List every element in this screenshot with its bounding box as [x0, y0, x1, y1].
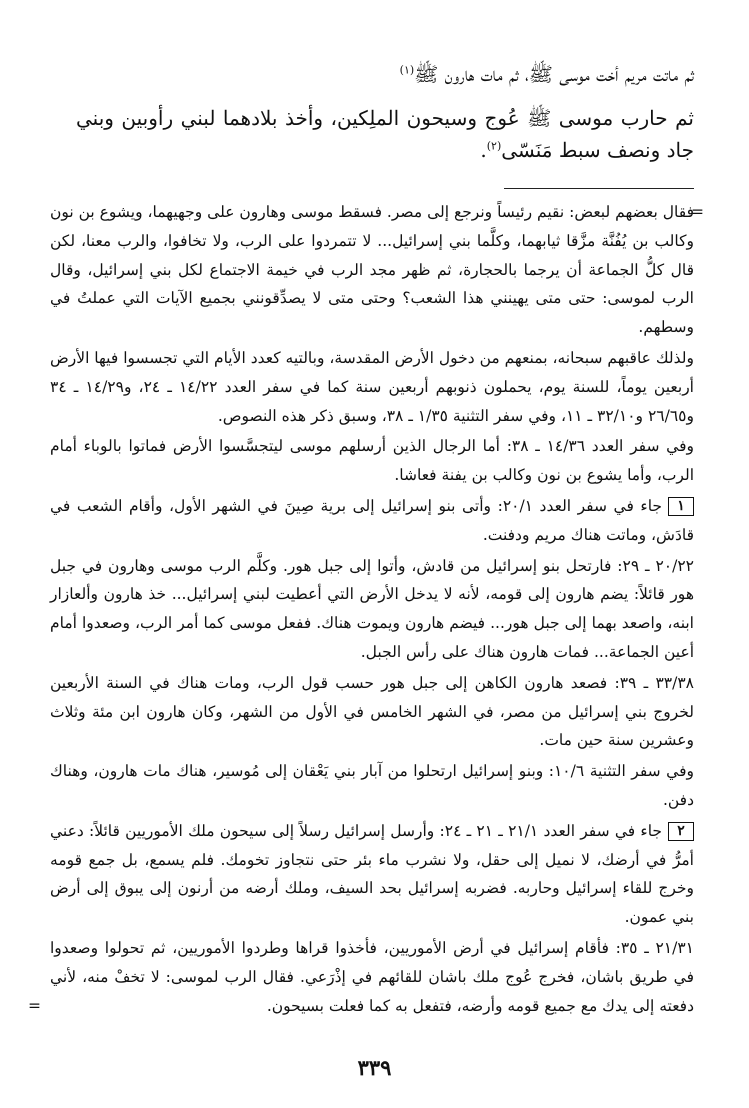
main-paragraph-2-end: . — [480, 138, 487, 162]
footnote-1-deuteronomy: وفي سفر التثنية ١٠/٦: وبنو إسرائيل ارتحلوا من آبار بني يَعْقان إلى مُوسير، هناك مات هارون، وهناك دفن. — [50, 762, 694, 809]
main-paragraph-2 — [76, 102, 694, 166]
main-text — [76, 58, 694, 166]
footnote-number-2: ٢ — [668, 822, 694, 841]
footnote-ref-2: (٢) — [486, 139, 502, 153]
footnote-2 — [50, 817, 694, 932]
footnote-2-og — [28, 934, 694, 1020]
main-paragraph-1-text: ثم ماتت مريم أخت موسى ﷺ، ثم مات هارون ﷺ — [414, 62, 694, 86]
footnote-1-text: جاء في سفر العدد ٢٠/١: وأتى بنو إسرائيل إلى برية صِينَ في الشهر الأول، وأقام الشعب في قادَش، وماتت هناك مريم ودفنت. — [50, 496, 694, 544]
footnote-punishment: ولذلك عاقبهم سبحانه، بمنعهم من دخول الأرض المقدسة، وبالتيه كعدد الأيام التي تجسسوا فيها الأرض أربعين يوماً، للسنة يوم، يحملون ذنوبهم أربعين سنة كما في سفر العدد ١٤/٢٢ ـ ٢٤، و١٤/٢٩ ـ ٣٤ و٢٦/٦٥ و٣٢/١٠ ـ ١١، وفي سفر التثنية ١/٣٥ ـ ٣٨، وسبق ذكر هذه النصوص. — [50, 348, 694, 425]
footnote-spies: وفي سفر العدد ١٤/٣٦ ـ ٣٨: أما الرجال الذين أرسلهم موسى ليتجسَّسوا الأرض فماتوا بالوباء أمام الرب، وأما يشوع بن نون وكالب بن يفنة فعاشا. — [50, 437, 694, 485]
footnote-1 — [50, 492, 694, 550]
footnote-1-priest: ٣٣/٣٨ ـ ٣٩: فصعد هارون الكاهن إلى جبل هور حسب قول الرب، ومات هناك في السنة الأربعين لخروج بني إسرائيل من مصر، في الشهر الخامس في الأول من الشهر، وكان هارون ابن مئة وثلاث وعشرين سنة حين مات. — [50, 673, 694, 750]
footnote-1-aaron: ٢٠/٢٢ ـ ٢٩: فارتحل بنو إسرائيل من قادش، وأتوا إلى جبل هور. وكلَّم الرب موسى وهارون في جبل هور قائلاً: يضم هارون إلى قومه، لأنه لا يدخل الأرض التي أعطيت لبني إسرائيل... خذ هارون وألعازار ابنه، واصعد بهما إلى جبل هور... فيضم هارون ويموت هناك. ففعل موسى كما أمر الرب، وصعدوا أمام أعين الجماعة... فمات هارون هناك على رأس الجبل. — [50, 556, 694, 661]
continued-marker: = — [28, 996, 41, 1015]
footnote-2-og-text: ٢١/٣١ ـ ٣٥: فأقام إسرائيل في أرض الأموريين، فأخذوا قراها وطردوا الأموريين، ثم تحولوا وصعدوا في طريق باشان، فخرج عُوج ملك باشان للقائهم في إذْرَعي. فقال الرب لموسى: لا تخفْ منه، لأني دفعته إلى يدك مع جميع قومه وأرضه، فتفعل به كما فعلت بسيحون. — [50, 938, 694, 1015]
footnote-ref-1: (١) — [399, 63, 415, 77]
main-paragraph-1 — [76, 58, 694, 90]
main-paragraph-2-text: ثم حارب موسى ﷺ عُوج وسيحون الملِكين، وأخذ بلادهما لبني رأوبين وبني جاد ونصف سبط مَنَسّى — [76, 106, 694, 162]
page-number: ٣٣٩ — [357, 1055, 392, 1080]
footnote-separator — [504, 188, 694, 189]
footnotes — [28, 198, 704, 1022]
continuation-marker: = — [691, 203, 704, 221]
footnote-2-text: جاء في سفر العدد ٢١/١ ـ ٢١ ـ ٢٤: وأرسل إسرائيل رسلاً إلى سيحون ملك الأموريين قائلاً: دعني أمرُّ في أرضك، لا نميل إلى حقل، ولا نشرب ماء بئر حتى نتجاوز تخومك. فلم يسمع، بل جمع قومه وخرج للقاء إسرائيل وحاربه. فضربه إسرائيل بحد السيف، وملك أرضه من أرنون إلى يبوق إلى أرض بني عمون. — [50, 821, 694, 927]
footnote-continuation-text: فقال بعضهم لبعض: نقيم رئيساً ونرجع إلى مصر. فسقط موسى وهارون على وجهيهما، ويشوع بن نون وكالب بن يُفُنَّة مزَّقا ثيابهما، وكلَّما بني إسرائيل... لا تتمردوا على الرب، ولا تخافوا، والرب معنا، لكن قال كلُّ الجماعة أن يرجما بالحجارة، ثم ظهر مجد الرب في خيمة الاجتماع لكل بني إسرائيل، وقال الرب لموسى: حتى متى يهينني هذا الشعب؟ وحتى متى لا يصدِّقونني بجميع الآيات التي عملتُ في وسطهم. — [50, 203, 694, 337]
footnote-continuation — [50, 198, 704, 342]
footnote-number-1: ١ — [668, 497, 694, 516]
